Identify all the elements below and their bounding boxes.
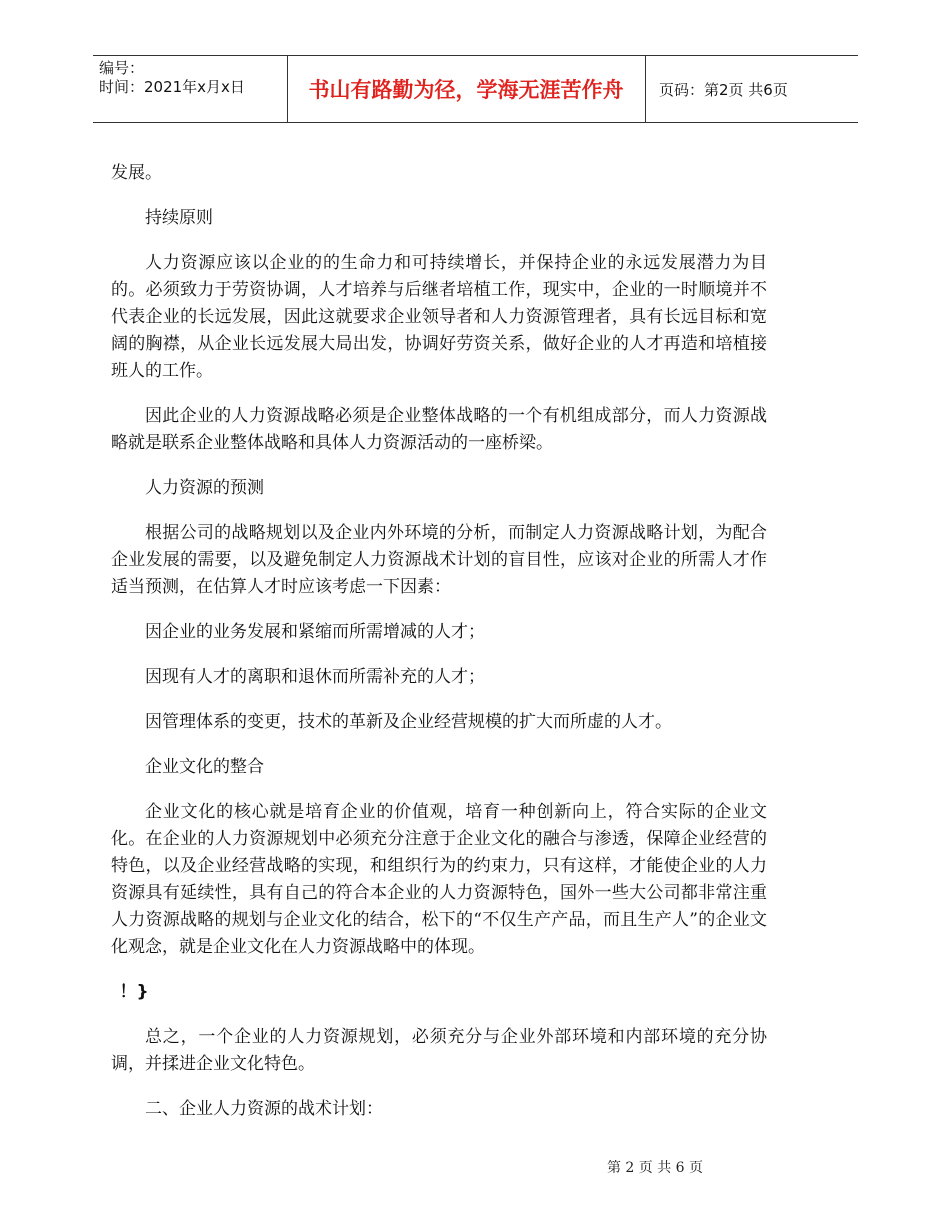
header-page-info: 页码：第2页 共6页 <box>659 80 788 99</box>
section-heading: 企业文化的整合 <box>145 757 264 777</box>
paragraph: 总之，一个企业的人力资源规划，必须充分与企业外部环境和内部环境的充分协调，并揉进企业文化特色。 <box>111 1027 767 1074</box>
header-meta <box>99 59 245 97</box>
paragraph: 根据公司的战略规划以及企业内外环境的分析，而制定人力资源战略计划，为配合企业发展的需要，以及避免制定人力资源战术计划的盲目性，应该对企业的所需人才作适当预测，在估算人才时应该考虑一下因素： <box>111 523 767 597</box>
section-heading: 二、企业人力资源的战术计划： <box>145 1099 383 1119</box>
paragraph: 发展。 <box>111 163 162 183</box>
paragraph: 人力资源应该以企业的的生命力和可持续增长，并保持企业的永远发展潜力为目的。必须致力于劳资协调，人才培养与后继者培植工作，现实中，企业的一时顺境并不代表企业的长远发展，因此这就要求企业领导者和人力资源管理者，具有长远目标和宽阔的胸襟，从企业长远发展大局出发，协调好劳资关系，做好企业的人才再造和培植接班人的工作。 <box>111 253 767 381</box>
section-heading: 人力资源的预测 <box>145 478 264 498</box>
header-motto: 书山有路勤为径，学海无涯苦作舟 <box>308 78 624 102</box>
list-item: 因现有人才的离职和退休而所需补充的人才； <box>145 667 485 687</box>
page-footer <box>0 1157 950 1177</box>
section-heading: 持续原则 <box>145 208 213 228</box>
number-label: 编号： <box>99 59 145 77</box>
paragraph: 企业文化的核心就是培育企业的价值观，培育一种创新向上，符合实际的企业文化。在企业的人力资源规划中必须充分注意于企业文化的融合与渗透，保障企业经营的特色，以及企业经营战略的实现，和组织行为的约束力，只有这样，才能使企业的人力资源具有延续性，具有自己的符合本企业的人力资源特色，国外一些大公司都非常注重人力资源战略的规划与企业文化的结合，松下的“不仅生产产品，而且生产人”的企业文化观念，就是企业文化在人力资源战略中的体现。 <box>111 802 767 957</box>
paragraph: 因此企业的人力资源战略必须是企业整体战略的一个有机组成部分，而人力资源战略就是联系企业整体战略和具体人力资源活动的一座桥梁。 <box>111 406 767 453</box>
footer-page-number: 第 2 页 共 6 页 <box>606 1160 704 1176</box>
page-header <box>93 55 858 123</box>
header-divider <box>645 56 646 122</box>
list-item: 因企业的业务发展和紧缩而所需增减的人才； <box>145 622 485 642</box>
document-body <box>111 160 767 1141</box>
stray-mark: ！} <box>119 982 149 1002</box>
time-label: 时间：2021年x月x日 <box>99 78 245 96</box>
list-item: 因管理体系的变更，技术的革新及企业经营规模的扩大而所虚的人才。 <box>145 712 672 732</box>
